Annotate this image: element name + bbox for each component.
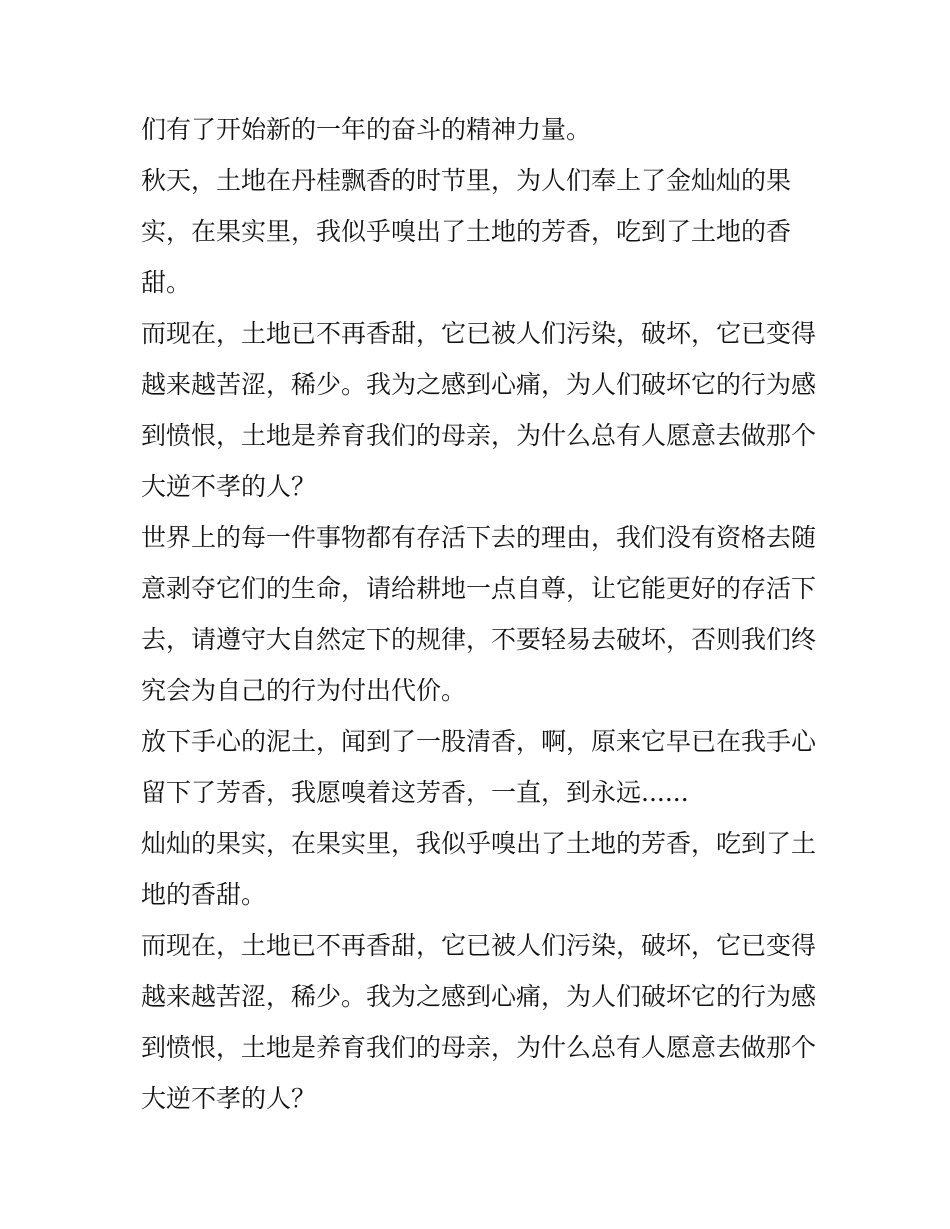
text-line: 到愤恨，土地是养育我们的母亲，为什么总有人愿意去做那个 [141,421,817,450]
text-line: 地的香甜。 [141,880,267,909]
text-line: 越来越苦涩，稀少。我为之感到心痛，为人们破坏它的行为感 [141,370,817,399]
text-line: 留下了芳香，我愿嗅着这芳香，一直，到永远...... [141,778,689,807]
text-line: 大逆不孝的人？ [141,472,317,501]
text-line: 越来越苦涩，稀少。我为之感到心痛，为人们破坏它的行为感 [141,982,817,1011]
text-line: 意剥夺它们的生命，请给耕地一点自尊，让它能更好的存活下 [141,574,817,603]
text-line: 放下手心的泥土，闻到了一股清香，啊，原来它早已在我手心 [141,727,817,756]
text-line: 而现在，土地已不再香甜，它已被人们污染，破坏，它已变得 [141,319,817,348]
text-line: 去，请遵守大自然定下的规律，不要轻易去破坏，否则我们终 [141,625,817,654]
text-line: 实，在果实里，我似乎嗅出了土地的芳香，吃到了土地的香 [141,217,792,246]
text-line: 世界上的每一件事物都有存活下去的理由，我们没有资格去随 [141,523,817,552]
text-line: 而现在，土地已不再香甜，它已被人们污染，破坏，它已变得 [141,931,817,960]
text-line: 究会为自己的行为付出代价。 [141,676,467,705]
text-line: 灿灿的果实，在果实里，我似乎嗅出了土地的芳香，吃到了土 [141,829,817,858]
text-line: 秋天，土地在丹桂飘香的时节里，为人们奉上了金灿灿的果 [141,166,792,195]
text-line: 们有了开始新的一年的奋斗的精神力量。 [141,115,592,144]
document-body [141,104,821,1124]
text-line: 大逆不孝的人？ [141,1084,317,1113]
text-line: 甜。 [141,268,192,297]
text-line: 到愤恨，土地是养育我们的母亲，为什么总有人愿意去做那个 [141,1033,817,1062]
